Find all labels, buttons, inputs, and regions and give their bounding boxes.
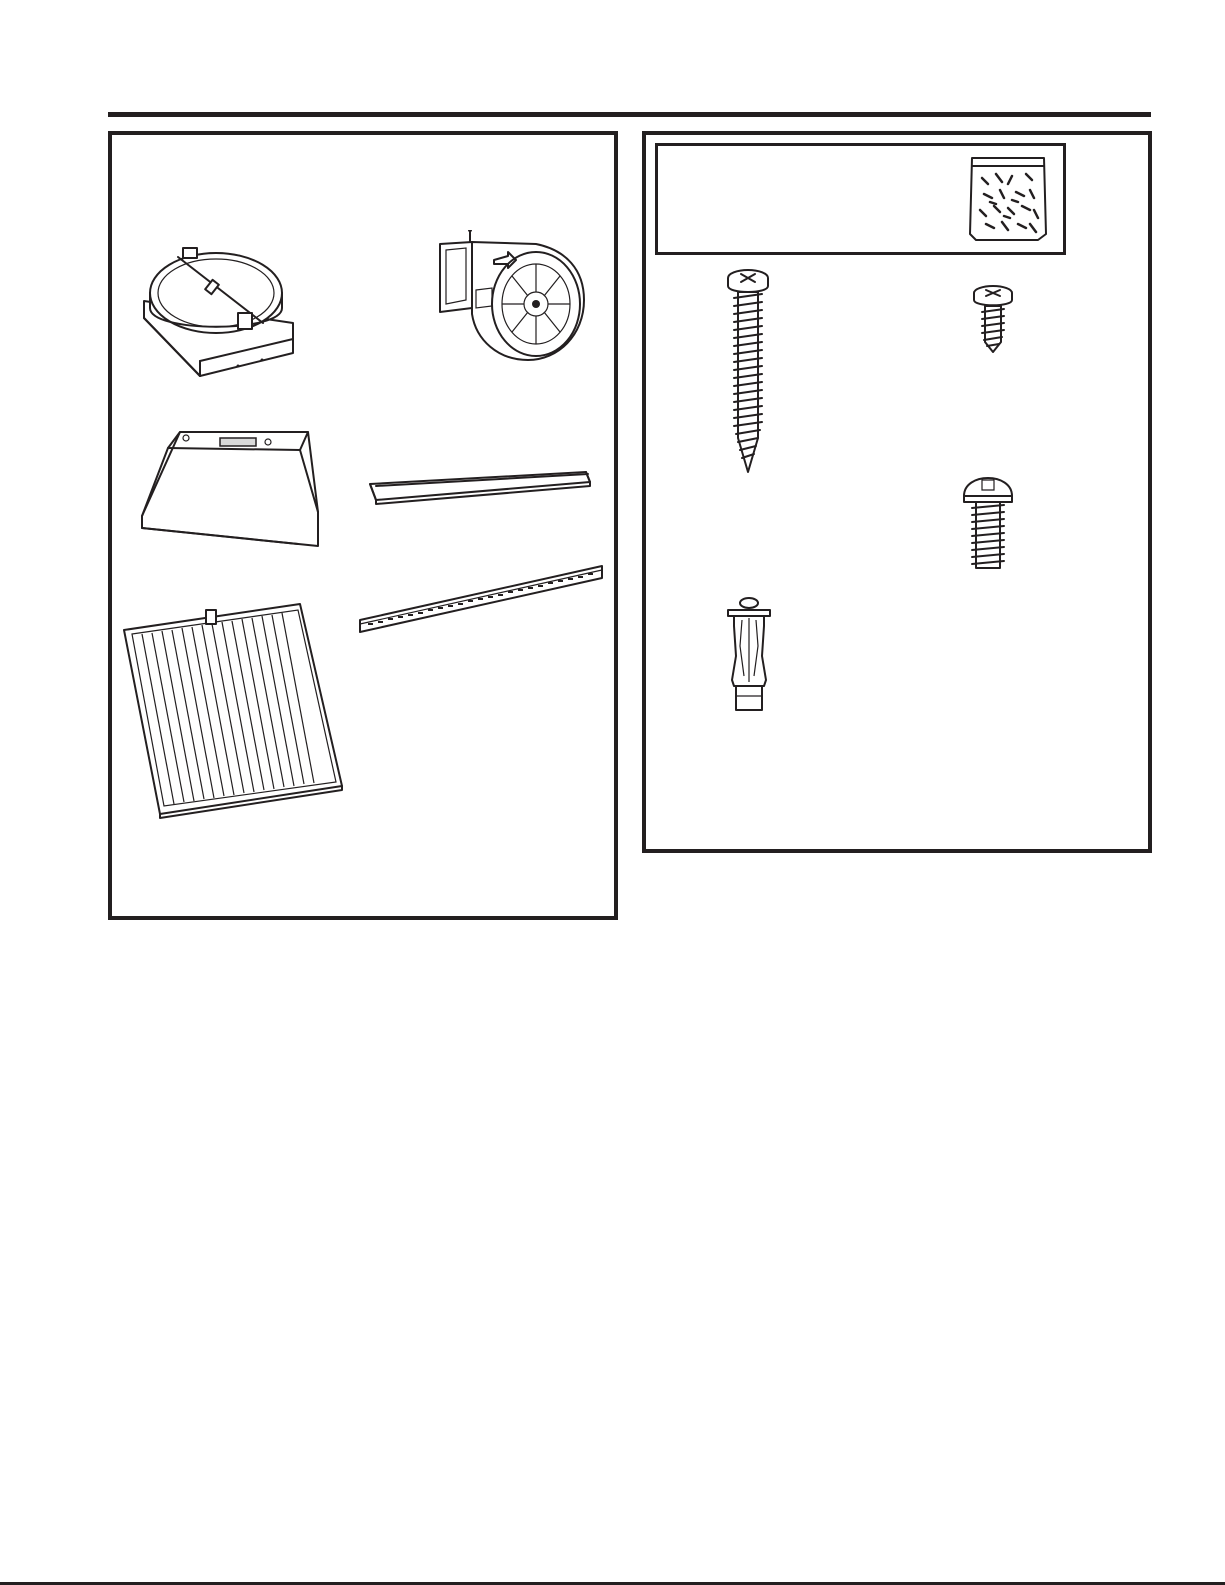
- light-shield-illustration: [366, 468, 592, 508]
- sheet-metal-screw-illustration: [970, 284, 1016, 354]
- duct-cover-illustration: [138, 428, 324, 552]
- screw-bag-illustration: [968, 154, 1050, 244]
- machine-screw-illustration: [960, 468, 1016, 572]
- blower-illustration: [436, 230, 586, 370]
- top-rule: [108, 112, 1151, 117]
- long-wood-screw-illustration: [724, 268, 772, 476]
- grease-filter-illustration: [120, 600, 346, 820]
- mounting-bracket-illustration: [356, 560, 608, 640]
- recirculation-adapter-illustration: [138, 243, 298, 383]
- wall-anchor-illustration: [726, 596, 772, 714]
